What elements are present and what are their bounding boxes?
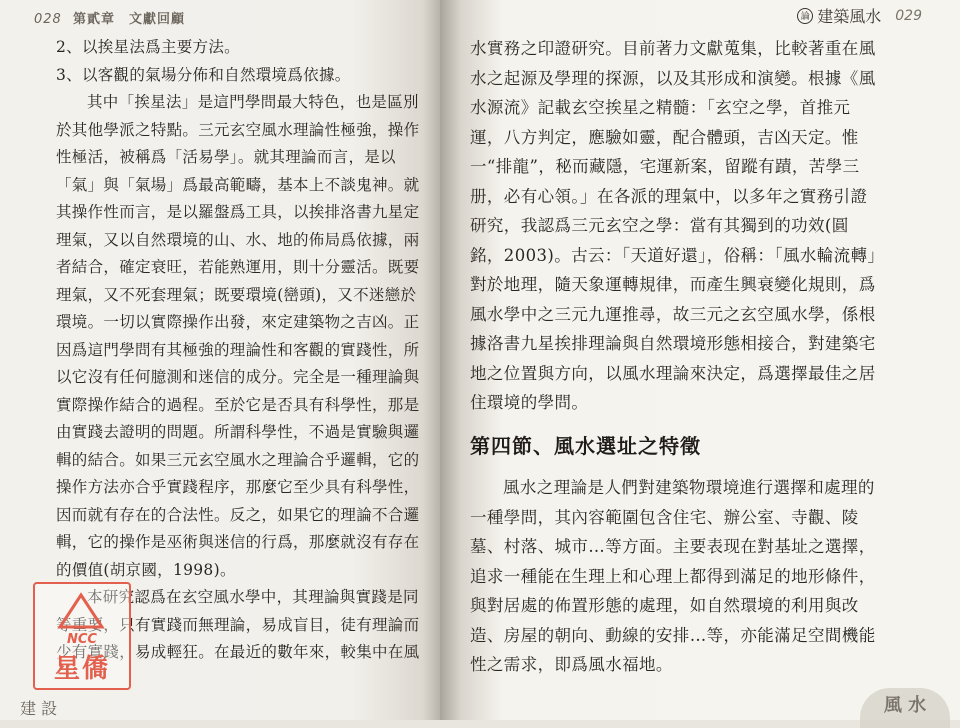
right-header-title: 建築風水 xyxy=(817,7,882,26)
body-paragraph: 其中「挨星法」是這門學問最大特色，也是區別於其他學派之特點。三元玄空風水理論性極強，操作性極活，被稱爲「活易學」。就其理論而言，是以「氣」與「氣場」爲最高範疇，基本上不談鬼神。就其操作性而言，是以羅盤爲工具，以挨排洛書九星定理氣，又以自然環境的山、水、地的佈局爲依據，兩者結合，確定衰旺，若能熟運用，則十分靈活。既要理氣，又不死套理氣；既要環境(巒頭)，又不迷戀於環境。一切以實際操作出發，來定建築物之吉凶。正因爲這門學問有其極強的理論性和客觀的實踐性，所以它沒有任何臆測和迷信的成分。完全是一種理論與實際操作結合的過程。至於它是否具有科學性，那是由實踐去證明的問題。所謂科學性，不過是實驗與邏輯的結合。如果三元玄空風水之理論合乎邏輯，它的操作方法亦合乎實踐程序，那麼它至少具有科學性，因而就有存在的合法性。反之，如果它的理論不合邏輯，它的操作是巫術與迷信的行爲，那麼就沒有存在的價值(胡京國，1998)。 xyxy=(56,93,420,579)
left-running-header xyxy=(34,8,185,27)
left-body-text xyxy=(56,34,424,667)
watermark-stamp xyxy=(33,582,131,690)
right-body-text xyxy=(470,34,882,680)
stamp-text-brand: 星僑 xyxy=(53,654,110,684)
left-chapter-title: 第貳章 文獻回顧 xyxy=(72,12,185,27)
bottom-right-ornament: 風 水 xyxy=(860,688,950,728)
section-heading: 第四節、風水選址之特徵 xyxy=(470,433,701,458)
right-running-header xyxy=(797,4,922,27)
body-paragraph: 本研究認爲在玄空風水學中，其理論與實踐是同等重要，只有實踐而無理論，易成盲目，徒有理論而少有實踐，易成輕狂。在最近的數年來，較集中在風 xyxy=(56,588,420,661)
list-item: 3、以客觀的氣場分佈和自然環境爲依據。 xyxy=(56,65,351,84)
bottom-left-ornament: 建 設 xyxy=(20,699,58,718)
right-page-number: 029 xyxy=(895,7,922,24)
header-badge-icon: 論 xyxy=(797,8,813,24)
list-item: 2、以挨星法爲主要方法。 xyxy=(56,38,240,56)
triangle-logo-icon xyxy=(57,592,105,630)
left-page-number: 028 xyxy=(34,12,62,27)
stamp-text-ncc: NCC xyxy=(67,632,97,647)
body-paragraph: 水實務之印證研究。目前著力文獻蒐集，比較著重在風水之起源及學理的探源，以及其形成和演變。根據《風水源流》記載玄空挨星之精髓：「玄空之學，首推元運，八方判定，應驗如靈，配合體頭，吉凶天定。惟一“排龍”，秘而藏隱，宅運新案，留蹤有蹟，苦學三册，必有心領。」在各派的理氣中，以多年之實務引證研究，我認爲三元玄空之學：當有其獨到的功效(圓銘，2003)。古云：「天道好還」，俗稱：「風水輪流轉」對於地理，隨天象運轉規律，而產生興衰變化規則，爲風水學中之三元九運推尋，故三元之玄空風水學，係根據洛書九星挨排理論與自然環境形態相接合，對建築宅地之位置與方向，以風水理論來決定，爲選擇最佳之居住環境的學問。 xyxy=(470,39,877,412)
body-paragraph: 風水之理論是人們對建築物環境進行選擇和處理的一種學問，其內容範圍包含住宅、辦公室、寺觀、陵墓、村落、城市…等方面。主要表现在對基址之選擇，追求一種能在生理上和心理上都得到滿足的地形條件，與對居處的佈置形態的處理，如自然環境的利用與改造、房屋的朝向、動線的安排…等，亦能滿足空間機能性之需求，即爲風水福地。 xyxy=(470,478,876,674)
